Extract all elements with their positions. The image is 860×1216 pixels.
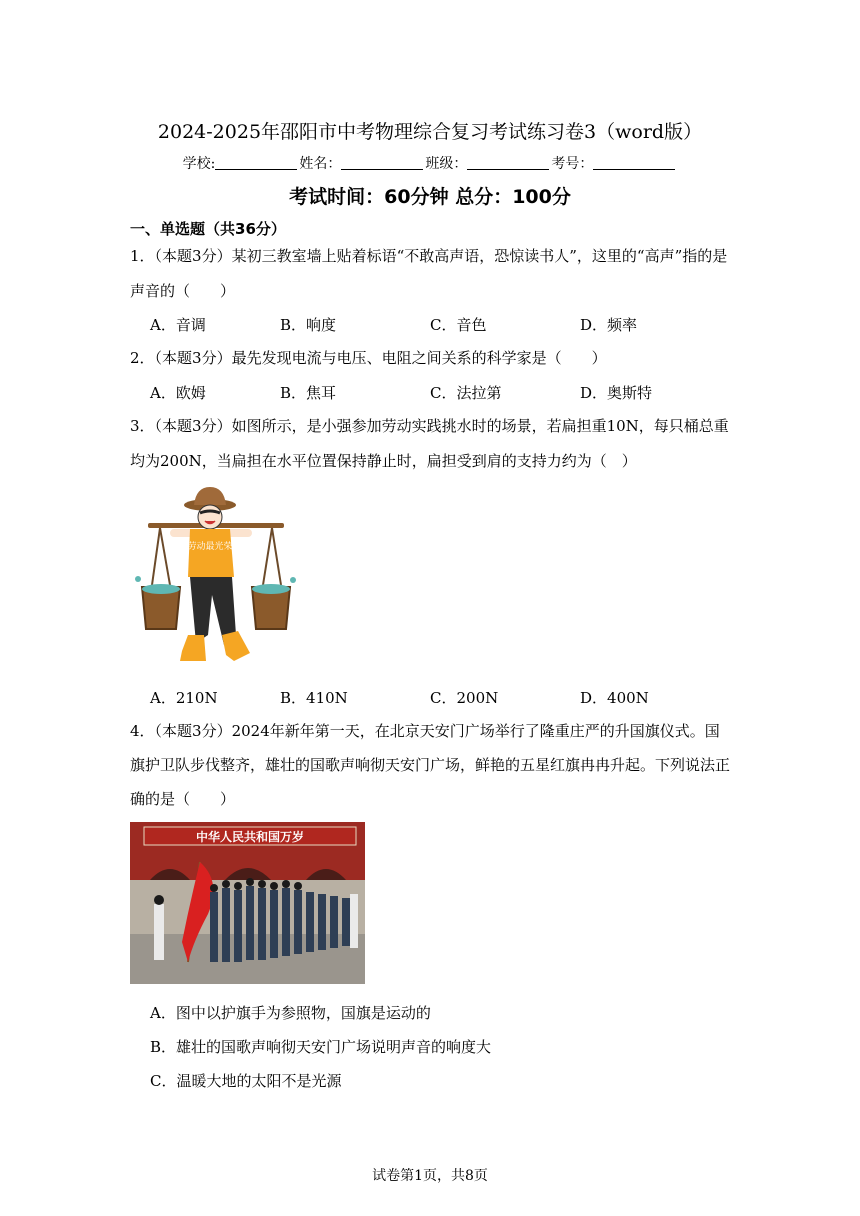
question-4-option-a[interactable]: A．图中以护旗手为参照物，国旗是运动的 bbox=[150, 1004, 431, 1022]
page-footer: 试卷第1页，共8页 bbox=[372, 1168, 488, 1184]
student-info-line bbox=[0, 153, 860, 173]
question-4-line-3: 确的是（ ） bbox=[130, 790, 236, 808]
class-blank bbox=[467, 155, 549, 170]
id-blank bbox=[593, 155, 675, 170]
question-4-option-c[interactable]: C．温暖大地的太阳不是光源 bbox=[150, 1072, 342, 1090]
question-3-option-c[interactable]: C．200N bbox=[430, 689, 499, 707]
question-3-option-b[interactable]: B．410N bbox=[280, 689, 348, 707]
class-label: 班级： bbox=[425, 156, 468, 172]
question-2-option-d[interactable]: D．奥斯特 bbox=[580, 384, 653, 402]
name-blank bbox=[341, 155, 423, 170]
exam-time-score: 考试时间：60分钟 总分：100分 bbox=[289, 186, 571, 208]
school-label: 学校: bbox=[182, 156, 216, 172]
question-2-line-1: 2．（本题3分）最先发现电流与电压、电阻之间关系的科学家是（ ） bbox=[130, 349, 607, 367]
question-1-option-d[interactable]: D．频率 bbox=[580, 316, 638, 334]
question-3-option-d[interactable]: D．400N bbox=[580, 689, 649, 707]
question-2-option-b[interactable]: B．焦耳 bbox=[280, 384, 337, 402]
question-1-line-2: 声音的（ ） bbox=[130, 282, 236, 300]
question-4-line-1: 4．（本题3分）2024年新年第一天，在北京天安门广场举行了隆重庄严的升国旗仪式。国 bbox=[130, 722, 720, 740]
flag-guard-photo bbox=[130, 822, 365, 984]
question-3-line-2: 均为200N，当扁担在水平位置保持静止时，扁担受到肩的支持力约为（ ） bbox=[130, 452, 637, 470]
name-label: 姓名： bbox=[299, 156, 342, 172]
id-label: 考号： bbox=[551, 156, 594, 172]
question-4-line-2: 旗护卫队步伐整齐，雄壮的国歌声响彻天安门广场，鲜艳的五星红旗冉冉升起。下列说法正 bbox=[130, 756, 731, 774]
document-title: 2024-2025年邵阳市中考物理综合复习考试练习卷3（word版） bbox=[157, 121, 703, 143]
shirt-text: 劳动最光荣 bbox=[187, 542, 233, 552]
question-3-line-1: 3．（本题3分）如图所示，是小强参加劳动实践挑水时的场景，若扁担重10N，每只桶总重 bbox=[130, 417, 729, 435]
question-4-option-b[interactable]: B．雄壮的国歌声响彻天安门广场说明声音的响度大 bbox=[150, 1038, 492, 1056]
section-heading: 一、单选题（共36分） bbox=[130, 220, 286, 238]
school-blank bbox=[215, 155, 297, 170]
question-1-option-a[interactable]: A．音调 bbox=[150, 316, 206, 334]
question-1-line-1: 1．（本题3分）某初三教室墙上贴着标语“不敢高声语，恐惊读书人”，这里的“高声”指的是 bbox=[130, 247, 728, 265]
question-2-option-a[interactable]: A．欧姆 bbox=[150, 384, 206, 402]
question-1-option-b[interactable]: B．响度 bbox=[280, 316, 337, 334]
question-2-option-c[interactable]: C．法拉第 bbox=[430, 384, 502, 402]
water-carrier-illustration bbox=[130, 485, 300, 670]
question-3-option-a[interactable]: A．210N bbox=[150, 689, 218, 707]
question-1-option-c[interactable]: C．音色 bbox=[430, 316, 487, 334]
banner-text: 中华人民共和国万岁 bbox=[195, 830, 305, 844]
